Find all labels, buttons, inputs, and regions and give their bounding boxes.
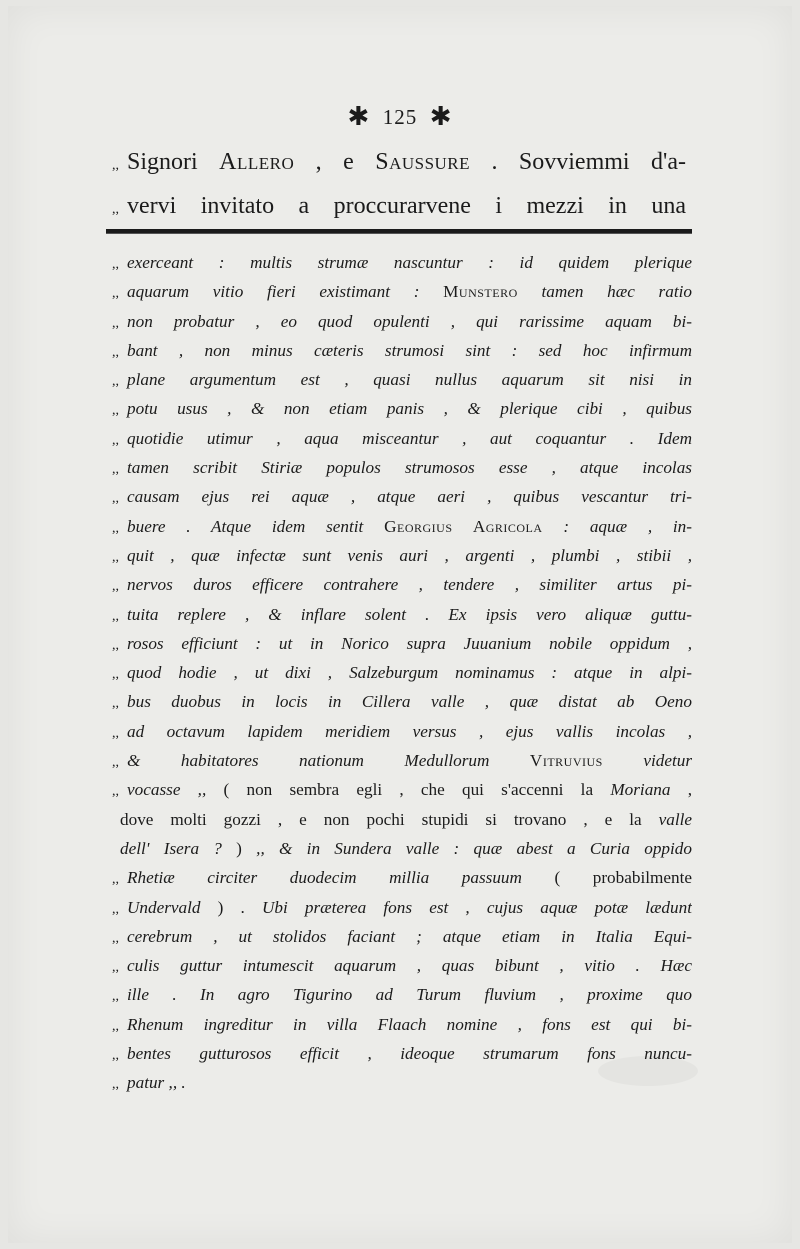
quote-mark: ,, xyxy=(112,158,119,173)
footnote-text: bentes gutturosos efficit , ideoque strumarum fons nuncu- xyxy=(127,1044,692,1064)
name-saussure: Saussure xyxy=(375,149,471,175)
footnote-text: ) xyxy=(236,838,257,858)
footnote-line xyxy=(112,1010,692,1039)
footnote-line xyxy=(112,570,692,599)
quote-mark: ,, xyxy=(112,432,119,448)
footnote-text: & habitatores nationum Medullorum xyxy=(127,751,530,771)
quote-mark: ,, xyxy=(112,960,119,976)
footnote-line xyxy=(112,775,692,804)
footnote-text: exerceant : multis strumæ nascuntur : id quidem plerique xyxy=(127,253,692,272)
footnote-line xyxy=(112,922,692,951)
quote-mark: ,, xyxy=(112,202,119,217)
footnote-text: nervos duros efficere contrahere , tendere , similiter artus pi- xyxy=(127,575,692,595)
footnote-line xyxy=(112,248,692,277)
footnote-text: culis guttur intumescit aquarum , quas bibunt , vitio . Hæc xyxy=(127,956,692,976)
quote-mark: ,, xyxy=(112,608,119,624)
proper-name: Vitruvius xyxy=(529,751,603,771)
footnote-line xyxy=(112,629,692,658)
footnote-text: non probatur , eo quod opulenti , qui rarissime aquam bi- xyxy=(127,311,692,331)
footnote-text: ad octavum lapidem meridiem versus , ejus vallis incolas , xyxy=(127,721,692,741)
main-text-line xyxy=(112,186,686,230)
quote-mark: ,, xyxy=(112,1018,119,1034)
quote-mark: ,, xyxy=(112,784,119,800)
footnote-text: buere . Atque idem sentit xyxy=(127,516,385,536)
footnote-line xyxy=(112,307,692,336)
main-text xyxy=(112,142,686,230)
page-number: 125 xyxy=(382,104,418,129)
footnote-text: ( probabilmente xyxy=(554,868,692,888)
footnote-text: tamen hæc ratio xyxy=(517,282,692,302)
footnote-line xyxy=(112,453,692,482)
footnote-text: cerebrum , ut stolidos faciant ; atque etiam in Italia Equi- xyxy=(127,926,692,946)
footnote-text: aquarum vitio fieri existimant : xyxy=(127,282,444,302)
quote-mark: ,, xyxy=(112,579,119,595)
main-text-segment: Signori xyxy=(127,149,220,175)
quote-mark: ,, xyxy=(112,462,119,478)
quote-mark: ,, xyxy=(112,286,119,302)
footnote-line xyxy=(112,658,692,687)
footnote-line xyxy=(112,980,692,1009)
footnote-text: Rhenum ingreditur in villa Flaach nomine , fons est qui bi- xyxy=(127,1014,692,1034)
quote-mark: ,, xyxy=(112,930,119,946)
footnote-text: quit , quæ infectæ sunt venis auri , argenti , plumbi , stibii , xyxy=(127,545,692,565)
quote-mark: ,, xyxy=(112,374,119,390)
footnote-line xyxy=(112,717,692,746)
footnote-text: dove molti gozzi , e non pochi stupidi si trovano , e la xyxy=(120,809,659,829)
ornament-left-icon: ✱ xyxy=(347,102,371,131)
footnote-line xyxy=(112,541,692,570)
footnote-text: dell' Isera ? xyxy=(120,838,237,858)
footnote-text: Moriana xyxy=(610,780,671,800)
quote-mark: ,, xyxy=(112,344,119,360)
footnote-text: potu usus , & non etiam panis , & plerique cibi , quibus xyxy=(127,399,692,419)
footnote-line xyxy=(112,365,692,394)
footnote-text: Ubi præterea fons est , cujus aquæ potæ lædunt xyxy=(261,897,692,917)
quote-mark: ,, xyxy=(112,1077,119,1093)
ornament-right-icon: ✱ xyxy=(429,102,453,131)
footnote-line xyxy=(112,394,692,423)
footnote-line xyxy=(112,805,692,834)
footnote-line xyxy=(112,277,692,306)
footnote-text: vocasse ,, xyxy=(127,780,224,800)
footnote-text: ( non sembra egli , che qui s'accenni la xyxy=(223,780,611,800)
quote-mark: ,, xyxy=(112,989,119,1005)
quote-mark: ,, xyxy=(112,403,119,419)
footnote-line xyxy=(112,600,692,629)
proper-name: Munstero xyxy=(443,282,518,302)
footnote-line xyxy=(112,424,692,453)
footnote-line xyxy=(112,834,692,863)
footnote-line xyxy=(112,336,692,365)
footnote-text: , xyxy=(670,780,692,800)
footnote-line xyxy=(112,512,692,541)
footnote-line xyxy=(112,893,692,922)
footnote-text: quod hodie , ut dixi , Salzeburgum nominamus : atque in alpi- xyxy=(127,663,692,683)
footnote-line xyxy=(112,1039,692,1068)
footnote-text: valle xyxy=(658,809,692,829)
main-text-segment: vervi invitato a proccurarvene i mezzi in una xyxy=(127,193,686,219)
footnote-text: bus duobus in locis in Cillera valle , quæ distat ab Oeno xyxy=(127,692,692,712)
quote-mark: ,, xyxy=(112,549,119,565)
page-header xyxy=(0,102,800,132)
footnote-text: patur ,, . xyxy=(127,1073,186,1093)
footnote-line xyxy=(112,1068,692,1097)
quote-mark: ,, xyxy=(112,755,119,771)
quote-mark: ,, xyxy=(112,491,119,507)
main-text-segment: , e xyxy=(294,149,376,175)
footnote-text: videtur xyxy=(602,751,692,771)
quote-mark: ,, xyxy=(112,520,119,536)
footnote-text: tuita replere , & inflare solent . Ex ipsis vero aliquæ guttu- xyxy=(127,604,692,624)
quote-mark: ,, xyxy=(112,667,119,683)
quote-mark: ,, xyxy=(112,637,119,653)
footnote-text: Undervald xyxy=(127,897,218,917)
footnote-line xyxy=(112,951,692,980)
footnote-text: rosos efficiunt : ut in Norico supra Juuanium nobile oppidum , xyxy=(127,633,692,653)
footnote-line xyxy=(112,482,692,511)
quote-mark: ,, xyxy=(112,315,119,331)
footnote-text: ) . xyxy=(217,897,262,917)
main-text-line xyxy=(112,142,686,186)
quote-mark: ,, xyxy=(112,257,119,272)
quote-mark: ,, xyxy=(112,696,119,712)
main-text-segment: . Sovviemmi d'a- xyxy=(470,149,686,175)
footnote-rule xyxy=(106,229,692,234)
quote-mark: ,, xyxy=(112,725,119,741)
footnote-line xyxy=(112,687,692,716)
proper-name: Georgius Agricola xyxy=(384,516,543,536)
quote-mark: ,, xyxy=(112,1048,119,1064)
footnote-text: plane argumentum est , quasi nullus aquarum sit nisi in xyxy=(127,370,692,390)
footnote-text: ,, & in Sundera valle : quæ abest a Curia oppido xyxy=(256,838,692,858)
footnote-text: bant , non minus cæteris strumosi sint : sed hoc infirmum xyxy=(127,340,692,360)
footnote-text: causam ejus rei aquæ , atque aeri , quibus vescantur tri- xyxy=(127,487,692,507)
footnote-text: : aquæ , in- xyxy=(542,516,692,536)
footnote-text: ille . In agro Tigurino ad Turum fluvium , proxime quo xyxy=(127,985,692,1005)
footnote-text: Rhetiæ circiter duodecim millia passuum xyxy=(127,868,555,888)
footnote-text: tamen scribit Stiriæ populos strumosos esse , atque incolas xyxy=(127,458,692,478)
footnote-line xyxy=(112,863,692,892)
footnote-text: quotidie utimur , aqua misceantur , aut coquantur . Idem xyxy=(127,428,692,448)
quote-mark: ,, xyxy=(112,901,119,917)
footnote-line xyxy=(112,746,692,775)
footnote-block xyxy=(112,248,692,1098)
name-allero: Allero xyxy=(219,149,295,175)
quote-mark: ,, xyxy=(112,872,119,888)
